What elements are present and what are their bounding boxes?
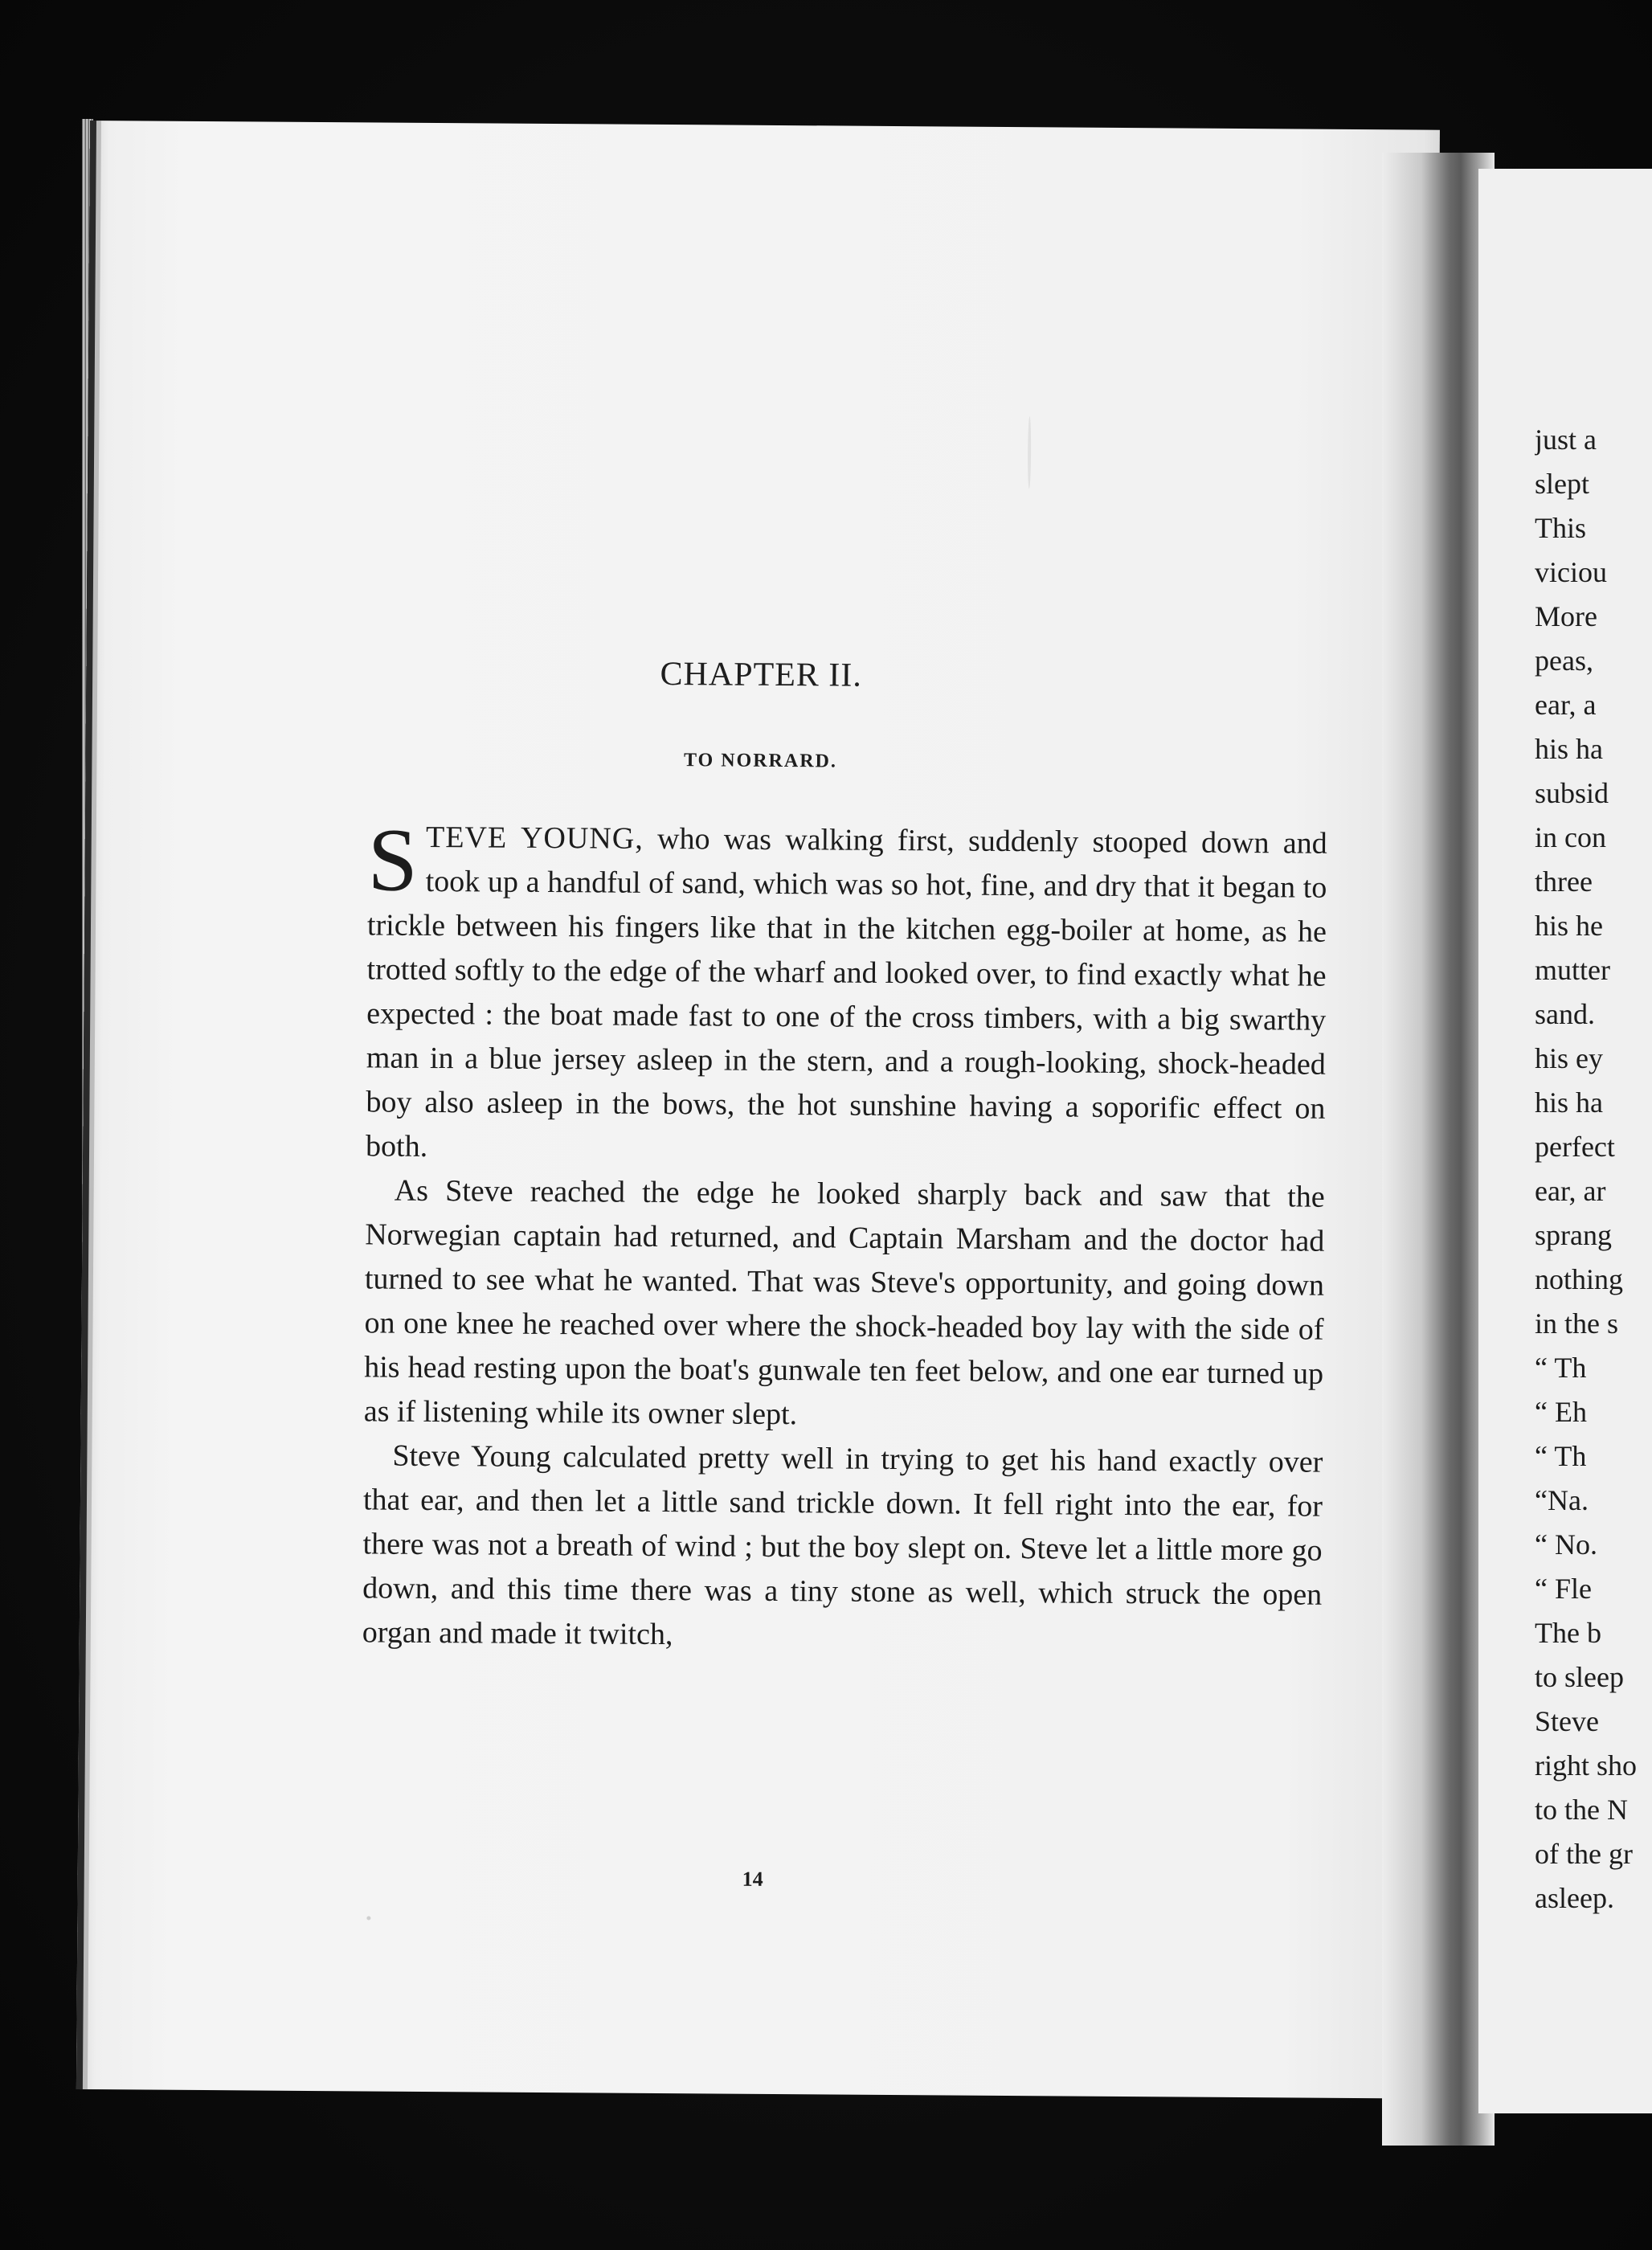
right-page-line: ear, a xyxy=(1535,689,1597,721)
right-page-line: in the s xyxy=(1535,1307,1618,1340)
right-page-text xyxy=(1535,418,1652,1921)
chapter-subtitle: TO NORRARD. xyxy=(683,750,837,772)
right-page-line: “ Th xyxy=(1535,1440,1587,1472)
right-page-line: just a xyxy=(1535,423,1597,456)
page-number: 14 xyxy=(742,1867,763,1891)
right-page-line: mutter xyxy=(1535,954,1610,986)
right-page-line: The b xyxy=(1535,1617,1601,1649)
right-page-line: sand. xyxy=(1535,998,1595,1030)
right-page-line: his ha xyxy=(1535,733,1603,765)
right-page-line: his he xyxy=(1535,910,1603,942)
right-page-line: nothing xyxy=(1535,1263,1624,1295)
right-page-line: his ha xyxy=(1535,1086,1603,1119)
book-gutter xyxy=(1382,153,1495,2146)
scan-mark xyxy=(366,1916,370,1920)
right-page-line: perfect xyxy=(1535,1131,1615,1163)
right-page-line: asleep. xyxy=(1535,1882,1614,1914)
right-page-line: “ No. xyxy=(1535,1528,1597,1561)
right-page-line: slept xyxy=(1535,468,1589,500)
paragraph-3: Steve Young calculated pretty well in trying to get his hand exactly over that ear, and then let a little sand trickle down. It fell right into the ear, for there was not a breath of wind ; but the boy slept on. Steve let a little more go down, and this time there was a tiny stone as well, which struck the open organ and made it twitch, xyxy=(362,1438,1323,1652)
right-page-line: subsid xyxy=(1535,777,1609,809)
right-page-line: “ Eh xyxy=(1535,1396,1587,1428)
right-page-line: ear, ar xyxy=(1535,1175,1606,1207)
right-page-line: sprang xyxy=(1535,1219,1612,1251)
right-page-line: right sho xyxy=(1535,1749,1638,1782)
paragraph-2: As Steve reached the edge he looked sharply back and saw that the Norwegian captain had returned, and Captain Marsham and the doctor had turned to see what he wanted. That was Steve's opportunity, and going down on one knee he reached over where the shock-headed boy lay with the side of his head resting upon the boat's gunwale ten feet below, and one ear turned up as if listening while its owner slept. xyxy=(363,1173,1325,1432)
right-page-line: This xyxy=(1535,512,1587,544)
right-page-line: of the gr xyxy=(1535,1838,1633,1870)
right-page-line: his ey xyxy=(1535,1042,1603,1074)
paragraph-1-text: who was walking first, suddenly stooped down and took up a handful of sand, which was so hot, fine, and dry that it began to trickle between his fingers like that in the kitchen egg-boiler at home, as he trotted softly to the edge of the wharf and looked over, to find exactly what he expected : the boat made fast to one of the cross timbers, with a big swarthy man in a blue jersey asleep in the stern, and a rough-looking, shock-headed boy also asleep in the bows, the hot sunshine having a soporific effect on both. xyxy=(365,821,1327,1164)
right-page-line: to the N xyxy=(1535,1794,1628,1826)
right-page-line: in con xyxy=(1535,821,1606,853)
right-page-line: to sleep xyxy=(1535,1661,1624,1693)
right-page-line: “ Th xyxy=(1535,1352,1587,1384)
right-page-line: “ Fle xyxy=(1535,1573,1592,1605)
right-page-line: three xyxy=(1535,865,1593,898)
lead-caps: TEVE YOUNG, xyxy=(425,820,644,856)
right-page-line: peas, xyxy=(1535,644,1593,677)
right-page-line: viciou xyxy=(1535,556,1607,588)
chapter-title: CHAPTER II. xyxy=(660,655,863,694)
right-page-line: “Na. xyxy=(1535,1484,1589,1516)
paragraph-1 xyxy=(365,810,1327,1175)
left-page xyxy=(76,121,1440,2099)
right-page-line: More xyxy=(1535,600,1597,632)
drop-cap: S xyxy=(367,810,419,910)
right-page-line: Steve xyxy=(1535,1705,1599,1737)
body-text xyxy=(362,810,1327,1661)
scan-mark xyxy=(1028,416,1032,489)
